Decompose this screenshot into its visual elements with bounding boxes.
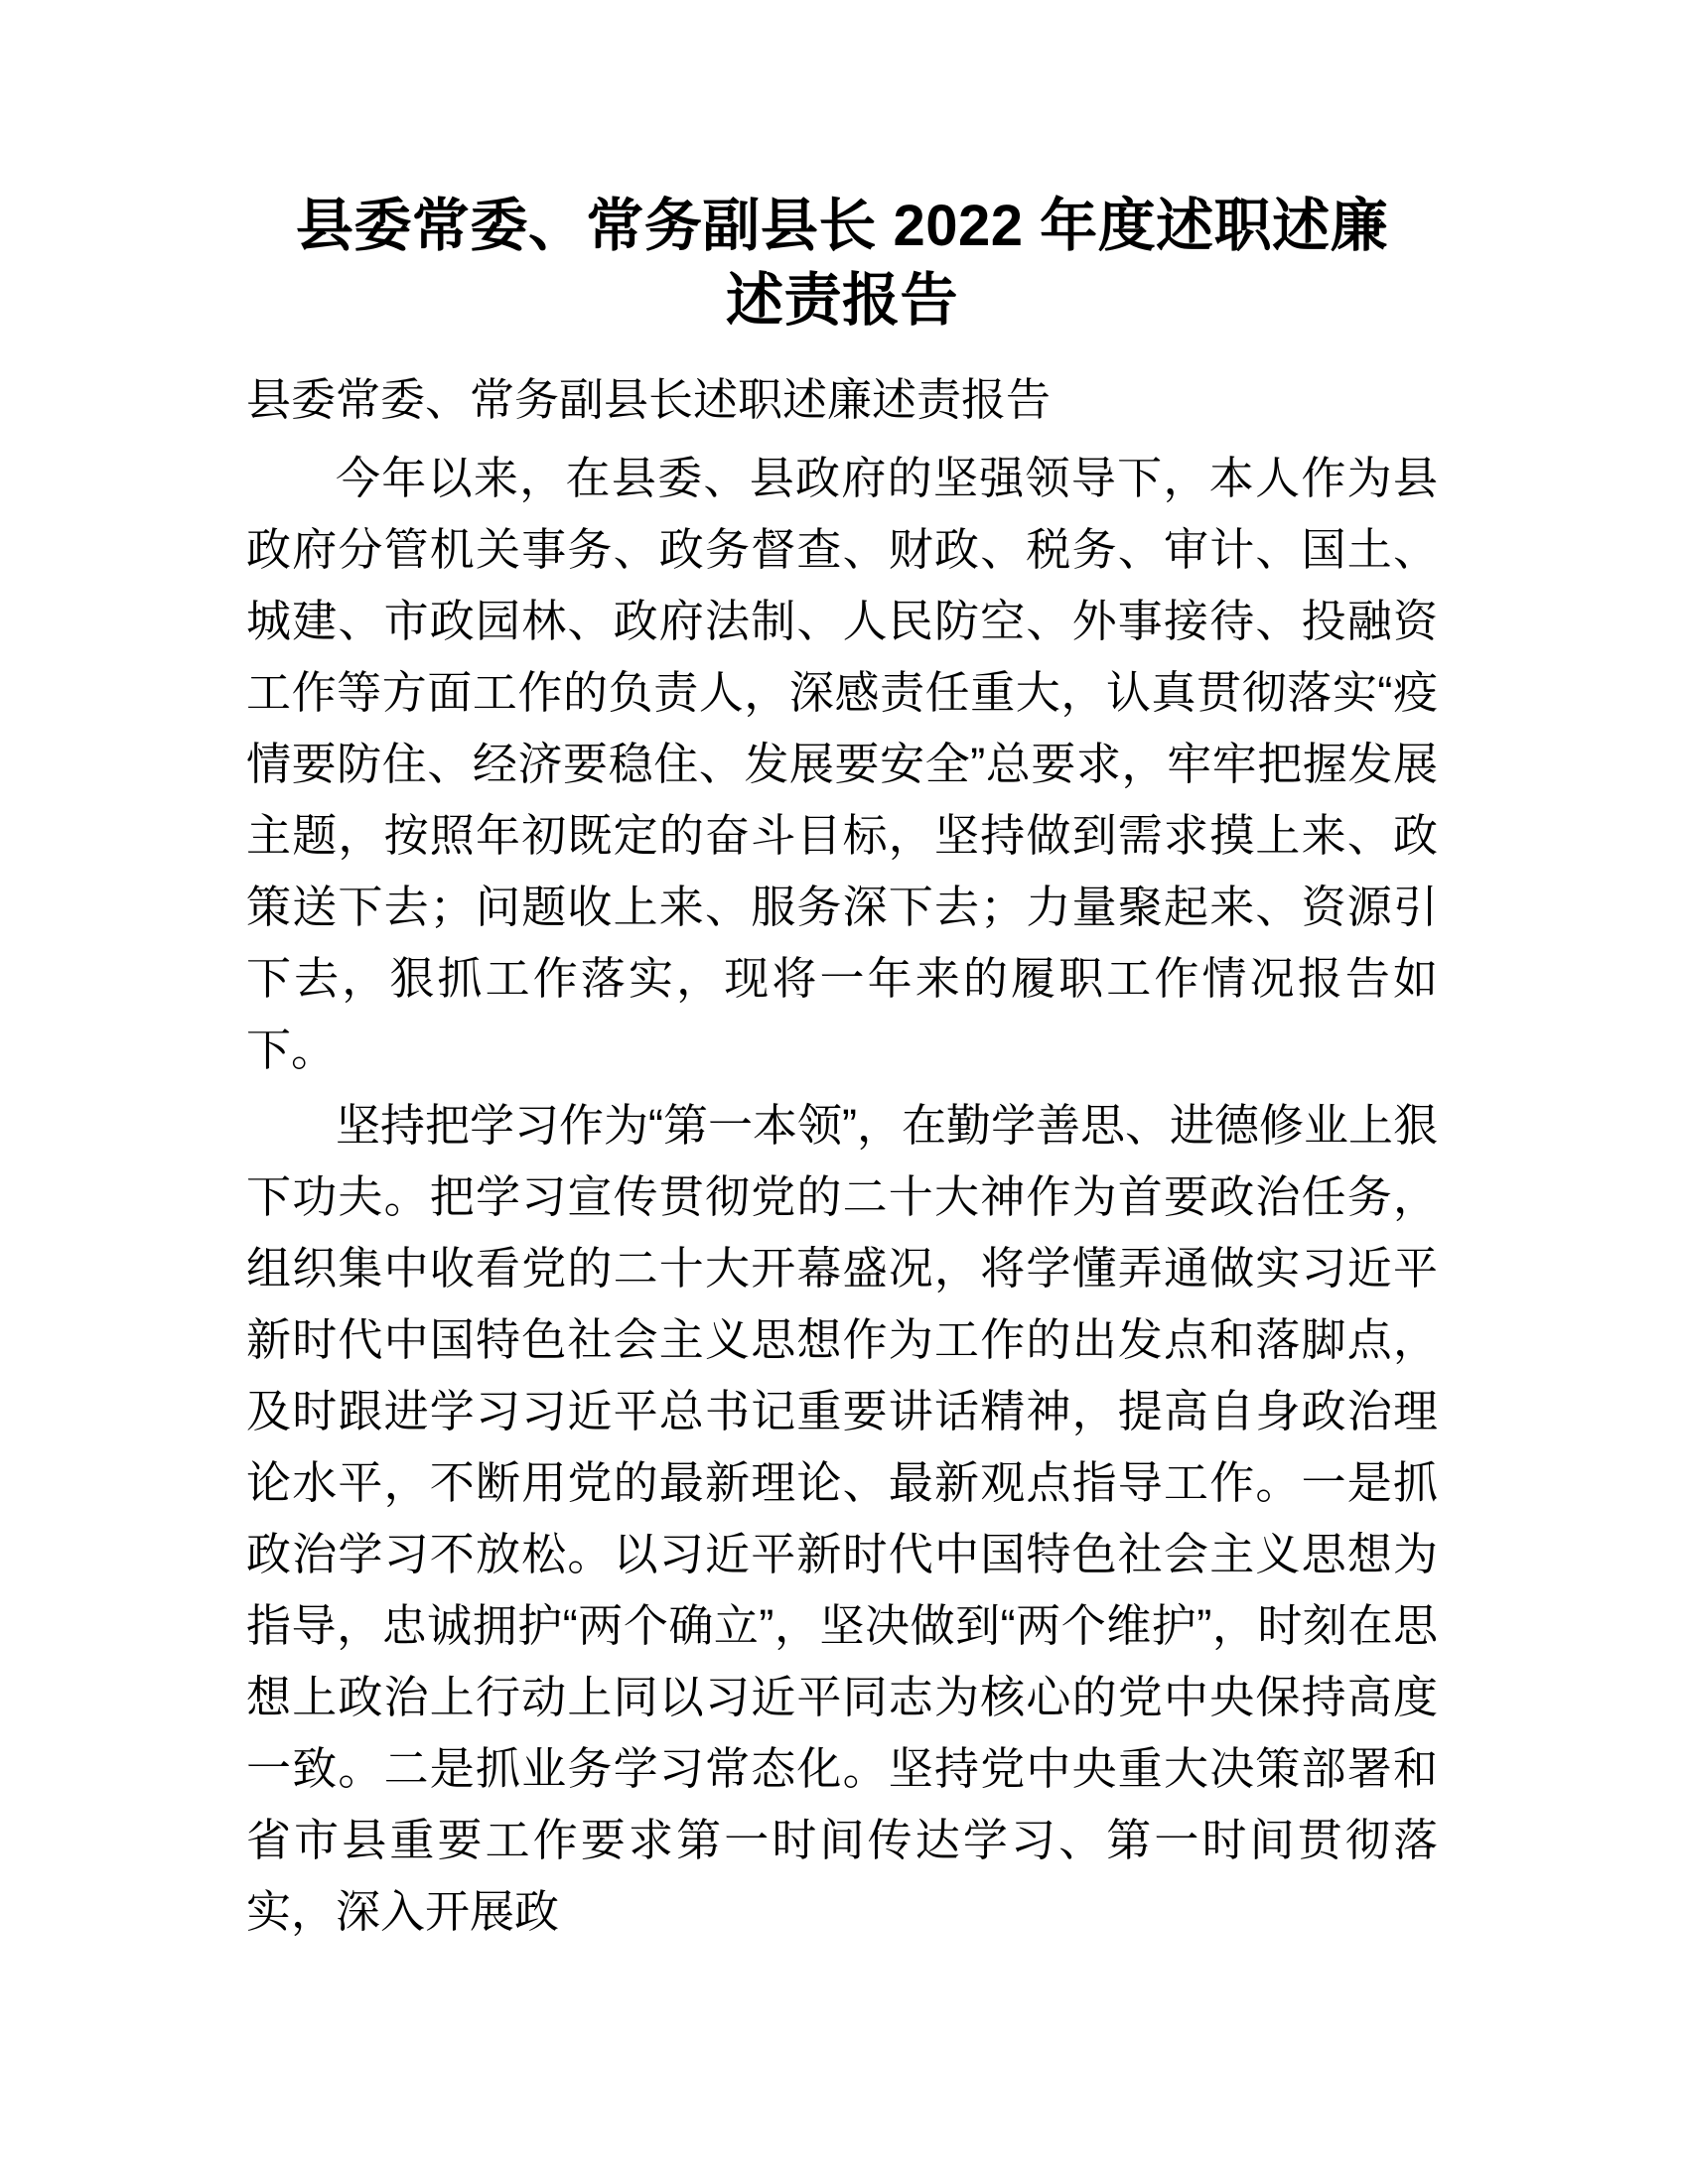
document-subtitle: 县委常委、常务副县长述职述廉述责报告 xyxy=(246,373,1052,425)
document-title: 县委常委、常务副县长 2022 年度述职述廉述责报告 xyxy=(295,194,1389,334)
document-body xyxy=(246,189,1438,1948)
body-paragraph-2: 坚持把学习作为“第一本领”，在勤学善思、进德修业上狠下功夫。把学习宣传贯彻党的二十大神作为首要政治任务，组织集中收看党的二十大开幕盛况，将学懂弄通做实习近平新时代中国特色社会主义思想作为工作的出发点和落脚点，及时跟进学习习近平总书记重要讲话精神，提高自身政治理论水平，不断用党的最新理论、最新观点指导工作。一是抓政治学习不放松。以习近平新时代中国特色社会主义思想为指导，忠诚拥护“两个确立”，坚决做到“两个维护”，时刻在思想上政治上行动上同以习近平同志为核心的党中央保持高度一致。二是抓业务学习常态化。坚持党中央重大决策部署和省市县重要工作要求第一时间传达学习、第一时间贯彻落实，深入开展政 xyxy=(246,1099,1438,1937)
body-paragraph-1: 今年以来，在县委、县政府的坚强领导下，本人作为县政府分管机关事务、政务督查、财政、税务、审计、国土、城建、市政园林、政府法制、人民防空、外事接待、投融资工作等方面工作的负责人，深感责任重大，认真贯彻落实“疫情要防住、经济要稳住、发展要安全”总要求，牢牢把握发展主题，按照年初既定的奋斗目标，坚持做到需求摸上来、政策送下去；问题收上来、服务深下去；力量聚起来、资源引下去，狠抓工作落实，现将一年来的履职工作情况报告如下。 xyxy=(246,452,1438,1075)
